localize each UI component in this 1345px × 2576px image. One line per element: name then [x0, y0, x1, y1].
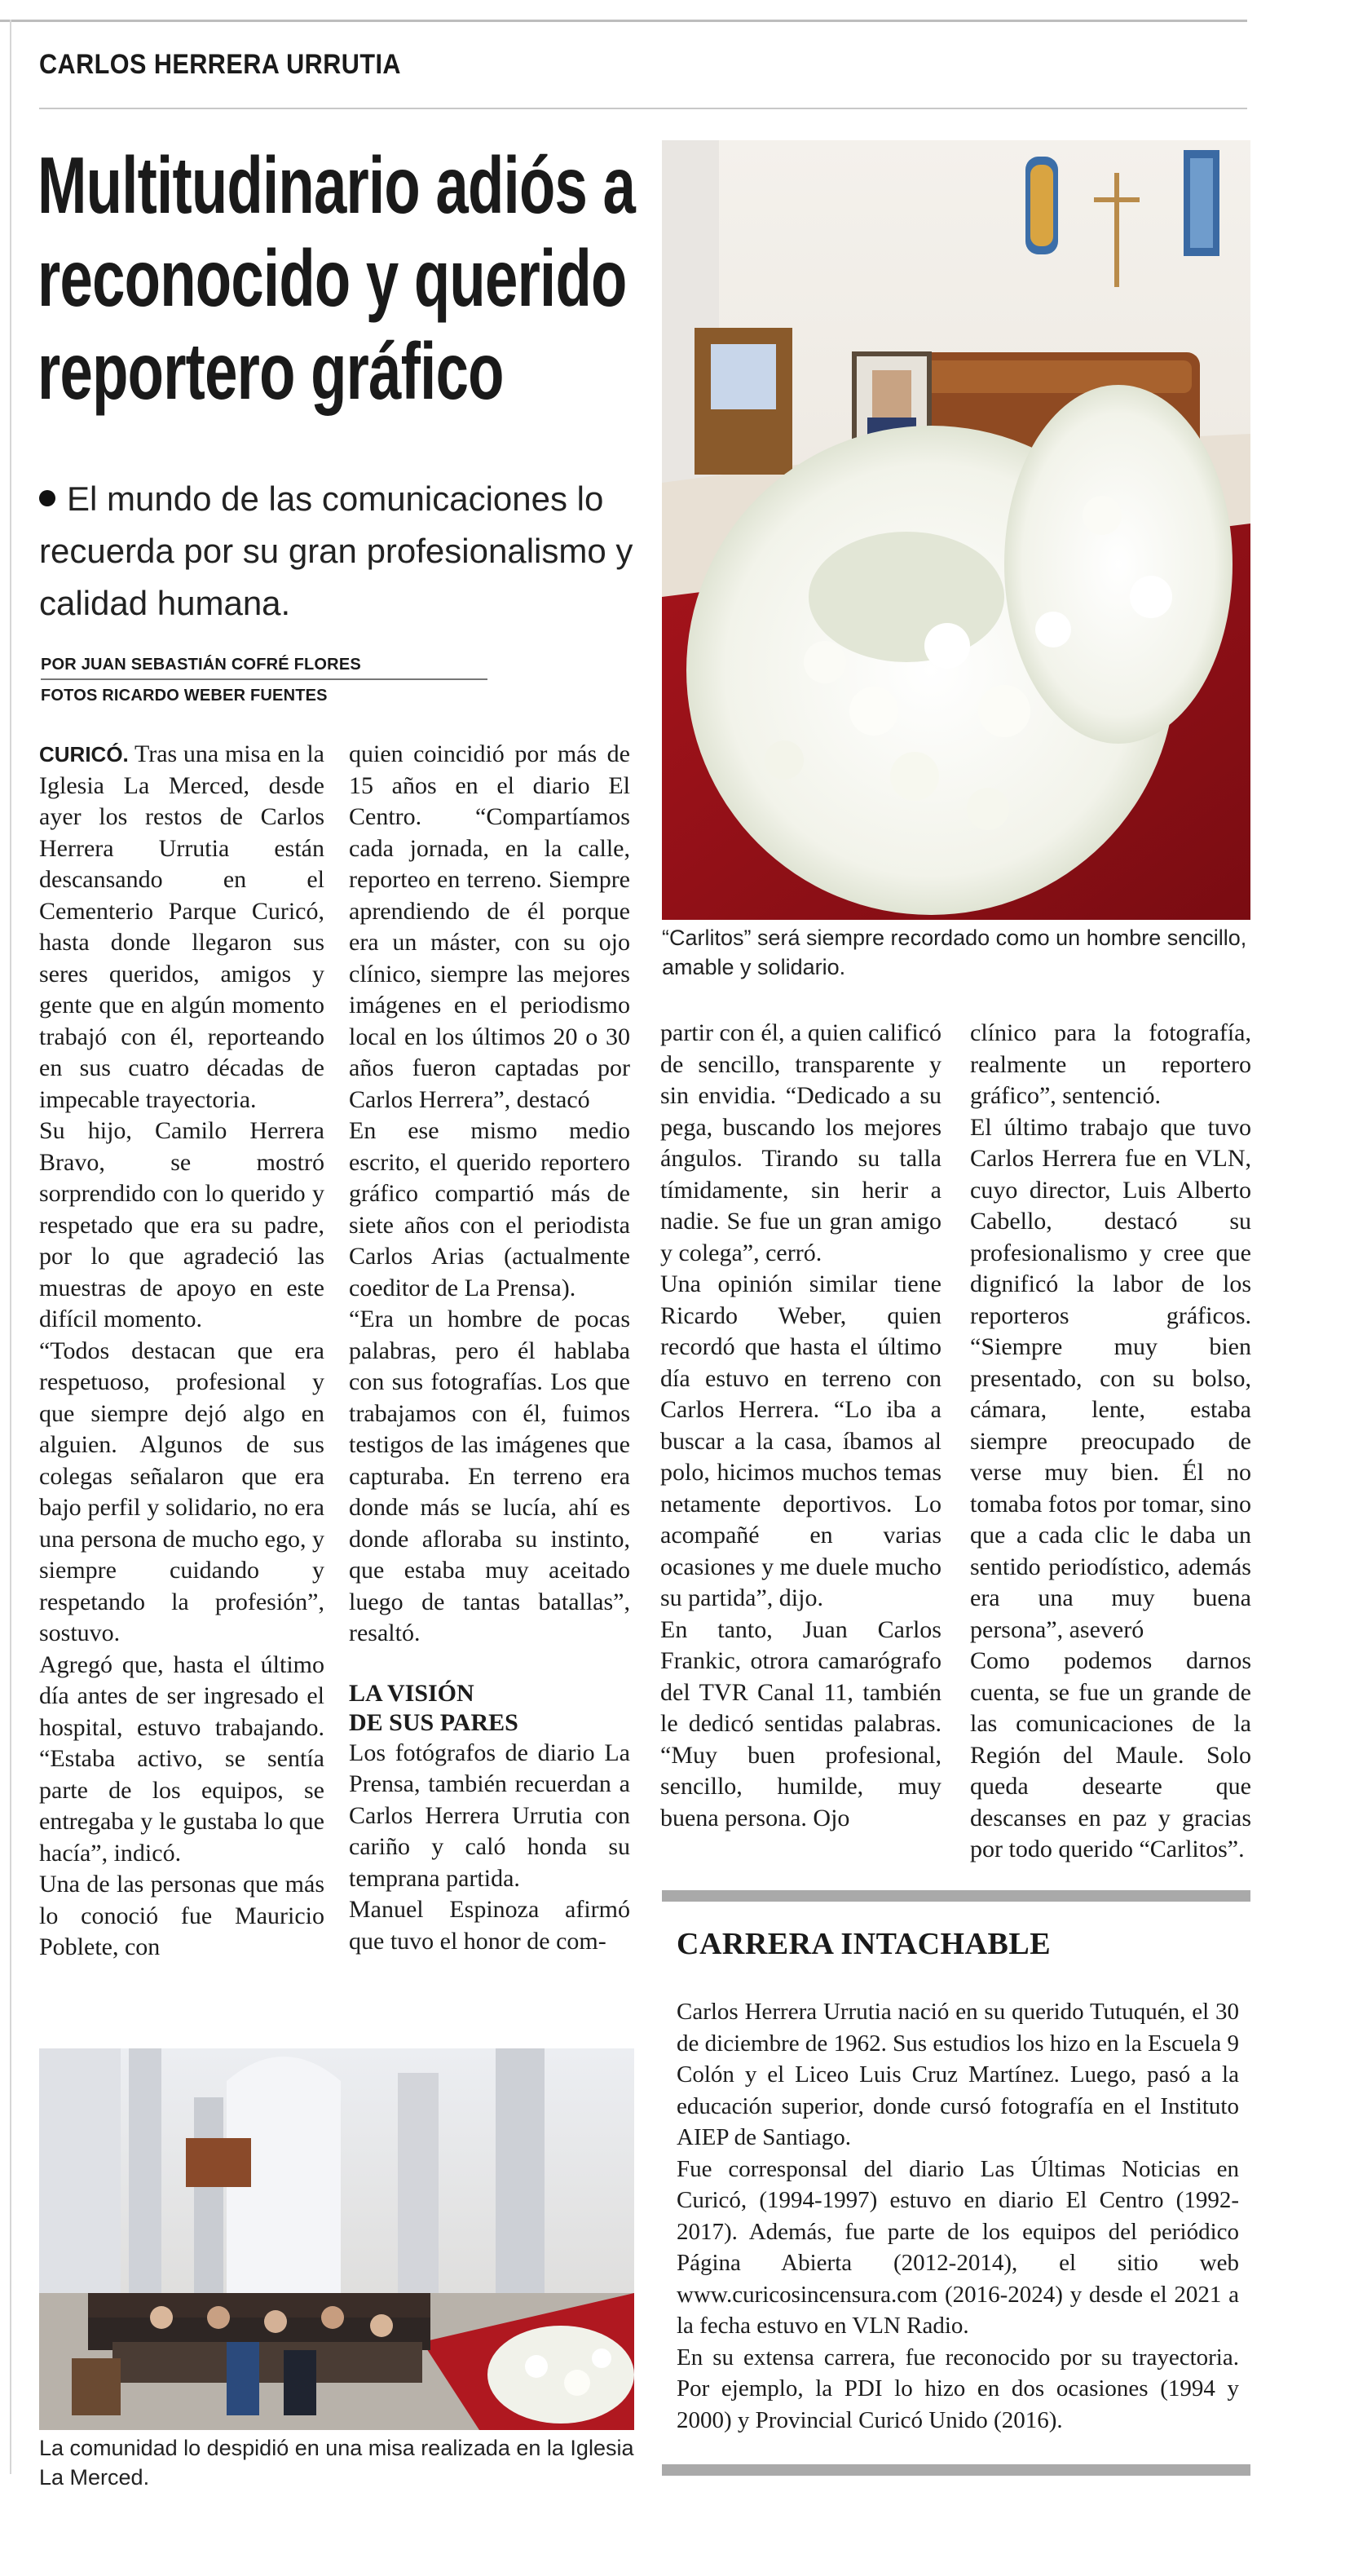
paragraph: En ese mismo medio escrito, el querido reportero gráfico compartió más de siete años con el periodista Carlos Arias (actualmente coeditor de La Prensa).	[349, 1117, 630, 1301]
paragraph: quien coincidió por más de 15 años en el diario El Centro. “Compartíamos cada jornada, en la calle, reporteo en terreno. Siempre aprendiendo de él porque era un máster, con su ojo clínico, siempre las mejores imágenes en el periodismo local en los últimos 20 o 30 años fueron captadas por Carlos Herrera”, destacó	[349, 740, 630, 1113]
paragraph: Como podemos darnos cuenta, se fue un grande de las comunicaciones de la Región del Maule. Solo queda desearte que descanses en paz y gracias por todo querido “Carlitos”.	[970, 1647, 1251, 1862]
sidebar-paragraph: Fue corresponsal del diario Las Últimas Noticias en Curicó, (1994-1997) estuvo en diario El Centro (1992-2017). Además, fue parte de los equipos del periódico Página Abierta (2012-2014), el sitio web www.curicosincensura.com (2016-2024) y desde el 2021 a la fecha estuvo en VLN Radio.	[677, 2155, 1239, 2339]
subhead-line-1: LA VISIÓN	[349, 1679, 474, 1707]
funeral-photo-caption: “Carlitos” será siempre recordado como un hombre sencillo, amable y solidario.	[662, 926, 1247, 979]
paragraph	[39, 739, 324, 1116]
page-left-rule	[10, 20, 11, 2474]
paragraph: “Era un hombre de pocas palabras, pero él hablaba con sus fotografías. Los que trabajamos con él, fuimos testigos de las imágenes que capturaba. En terreno era donde más se lucía, ahí es donde afloraba su instinto, que estaba muy aceitado luego de tantas batallas”, resaltó.	[349, 1306, 630, 1646]
article-column-4	[970, 1018, 1251, 1866]
paragraph: Agregó que, hasta el último día antes de ser ingresado el hospital, estuvo trabajando. “Estaba activo, se sentía parte de los equipos, se entregaba y le gustaba lo que hacía”, indicó.	[39, 1650, 324, 1867]
paragraph: El último trabajo que tuvo Carlos Herrera fue en VLN, cuyo director, Luis Alberto Cabello, destacó su profesionalismo y cree que dignificó la labor de los reporteros gráficos. “Siempre muy bien presentado, con su bolso, cámara, lente, estaba siempre preocupado de verse muy bien. Él no tomaba fotos por tomar, sino que a cada clic le daba un sentido periodístico, además era una muy buena persona”, aseveró	[970, 1113, 1251, 1643]
sidebar-top-rule	[662, 1890, 1250, 1902]
sidebar-paragraph: En su extensa carrera, fue reconocido por su trayectoria. Por ejemplo, la PDI lo hizo en dos ocasiones (1994 y 2000) y Provincial Curicó Unido (2016).	[677, 2344, 1239, 2433]
section-label: CARLOS HERRERA URRUTIA	[39, 49, 401, 80]
bullet-icon	[39, 490, 55, 506]
mass-photo	[39, 2048, 634, 2430]
paragraph: “Todos destacan que era respetuoso, profesional y que siempre dejó algo en alguien. Algunos de sus colegas señalaron que era bajo perfil y solidario, no era una persona de mucho ego, y siempre cuidando y respetando la profesión”, sostuvo.	[39, 1337, 324, 1646]
funeral-photo-image	[662, 140, 1250, 920]
paragraph: Una opinión similar tiene Ricardo Weber, quien recordó que hasta el último día estuvo en terreno con Carlos Herrera. “Lo iba a buscar a la casa, íbamos al polo, hicimos muchos temas netamente deportivos. Lo acompañé en varias ocasiones y me duele mucho su partida”, dijo.	[660, 1270, 942, 1611]
mass-photo-image	[39, 2048, 634, 2430]
sidebar-bottom-rule	[662, 2464, 1250, 2476]
paragraph: Manuel Espinoza afirmó que tuvo el honor de com-	[349, 1896, 630, 1955]
paragraph: Una de las personas que más lo conoció fue Mauricio Poblete, con	[39, 1871, 324, 1960]
photo-credit: FOTOS RICARDO WEBER FUENTES	[41, 687, 328, 705]
deck-text: El mundo de las comunicaciones lo recuerda por su gran profesionalismo y calidad humana.	[39, 479, 633, 622]
subhead-line-2: DE SUS PARES	[349, 1708, 518, 1736]
byline-rule	[41, 678, 487, 680]
byline: POR JUAN SEBASTIÁN COFRÉ FLORES	[41, 656, 361, 674]
section-rule	[39, 108, 1247, 109]
deck	[39, 473, 659, 630]
headline-line-3: reportero gráfico	[37, 326, 504, 416]
sidebar-title: CARRERA INTACHABLE	[677, 1927, 1052, 1961]
funeral-photo	[662, 140, 1250, 920]
paragraph: Su hijo, Camilo Herrera Bravo, se mostró sorprendido con lo querido y respetado que era su padre, por lo que agradeció las muestras de apoyo en este difícil momento.	[39, 1117, 324, 1332]
article-column-2	[349, 739, 630, 1957]
headline-line-2: reconocido y querido	[37, 233, 627, 323]
top-rule	[0, 20, 1247, 22]
paragraph: En tanto, Juan Carlos Frankic, otrora camarógrafo del TVR Canal 11, también le dedicó sentidas palabras. “Muy buen profesional, sencillo, humilde, muy buena persona. Ojo	[660, 1615, 942, 1831]
headline	[37, 139, 665, 418]
dateline: CURICÓ.	[39, 742, 129, 767]
paragraph: clínico para la fotografía, realmente un reportero gráfico”, sentenció.	[970, 1019, 1251, 1109]
sidebar-body	[677, 1996, 1239, 2436]
article-column-1	[39, 739, 324, 1964]
mass-photo-caption: La comunidad lo despidió en una misa realizada en la Iglesia La Merced.	[39, 2436, 634, 2490]
paragraph: Los fotógrafos de diario La Prensa, también recuerdan a Carlos Herrera Urrutia con cariño y caló honda su temprana partida.	[349, 1739, 630, 1892]
sidebar-paragraph: Carlos Herrera Urrutia nació en su querido Tutuquén, el 30 de diciembre de 1962. Sus estudios los hizo en la Escuela 9 Colón y el Liceo Luis Cruz Martínez. Luego, pasó a la educación superior, donde cursó fotografía en el Instituto AIEP de Santiago.	[677, 1999, 1239, 2150]
paragraph: partir con él, a quien calificó de sencillo, transparente y sin envidia. “Dedicado a su pega, buscando los mejores ángulos. Tirando su talla tímidamente, sin herir a nadie. Se fue un gran amigo y colega”, cerró.	[660, 1019, 942, 1266]
spacer	[349, 1650, 630, 1679]
headline-line-1: Multitudinario adiós a	[37, 140, 636, 230]
paragraph-text: Tras una misa en la Iglesia La Merced, desde ayer los restos de Carlos Herrera Urrutia están descansando en el Cementerio Parque Curicó, hasta donde llegaron sus seres queridos, amigos y gente que en algún momento trabajó con él, reporteando en sus cuatro décadas de impecable trayectoria.	[39, 740, 324, 1113]
article-column-3	[660, 1018, 942, 1834]
